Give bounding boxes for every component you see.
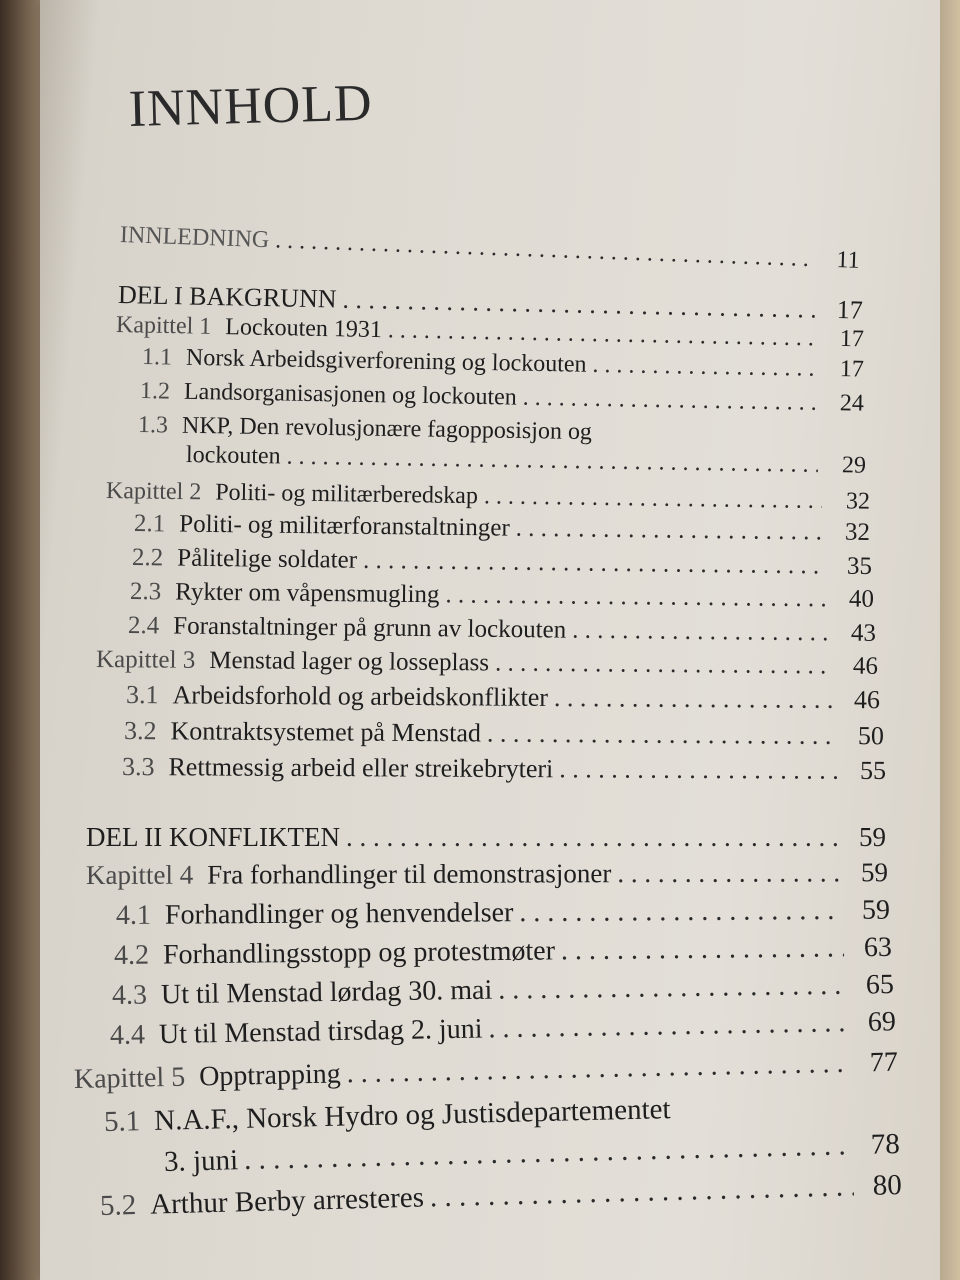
toc-entry-page: 35 <box>846 552 873 581</box>
toc-entry-section-4-1 <box>116 895 890 932</box>
toc-entry-label: Arbeidsforhold og arbeidskonflikter <box>172 680 549 712</box>
toc-entry-label: lockouten <box>185 442 281 470</box>
section-number: 5.1 <box>103 1105 141 1138</box>
toc-entry-label: Pålitelige soldater <box>177 544 358 574</box>
toc-entry-page: 78 <box>870 1128 901 1161</box>
toc-entry-section-3-1 <box>126 680 880 715</box>
toc-entry-page: 17 <box>836 295 864 325</box>
dot-leader <box>554 683 832 715</box>
dot-leader <box>498 970 846 1007</box>
toc-entry-chapter-2 <box>106 478 870 516</box>
toc-entry-page: 59 <box>860 857 889 888</box>
dot-leader <box>523 385 817 417</box>
dot-leader <box>559 754 838 785</box>
toc-entry-label: DEL I BAKGRUNN <box>117 280 337 314</box>
dot-leader <box>429 1170 854 1214</box>
dot-leader <box>488 1007 848 1045</box>
toc-entry-section-2-1 <box>134 510 870 547</box>
table-of-contents <box>40 0 940 1280</box>
book-page <box>40 0 940 1280</box>
toc-entry-label: DEL II KONFLIKTEN <box>86 822 340 852</box>
toc-entry-label: Rykter om våpensmugling <box>175 578 440 609</box>
toc-entry-part-2 <box>86 822 886 853</box>
section-number: 3.2 <box>123 716 157 746</box>
section-number: 4.4 <box>109 1019 146 1051</box>
dot-leader <box>484 483 822 515</box>
toc-entry-page: 46 <box>853 685 881 715</box>
toc-entry-label: Forhandlinger og henvendelser <box>164 897 514 931</box>
toc-entry-label: Rettmessig arbeid eller streikebryteri <box>168 752 554 784</box>
toc-entry-section-3-2 <box>124 716 884 751</box>
toc-entry-section-2-3 <box>130 578 874 614</box>
dot-leader <box>244 1129 852 1177</box>
toc-entry-section-2-4 <box>128 612 876 648</box>
toc-entry-page: 50 <box>857 721 885 751</box>
section-number: 2.3 <box>129 578 162 606</box>
dot-leader <box>561 932 844 967</box>
toc-entry-label: Fra forhandlinger til demonstrasjoner <box>207 858 612 890</box>
toc-entry-label: Norsk Arbeidsgiverforening og lockouten <box>185 344 587 378</box>
toc-entry-page: 32 <box>845 488 871 515</box>
chapter-number: Kapittel 5 <box>73 1061 186 1095</box>
toc-entry-label: Politi- og militærforanstaltninger <box>179 510 510 542</box>
toc-entry-label: Menstad lager og losseplass <box>209 646 490 677</box>
toc-entry-section-1-3-continued <box>186 442 866 480</box>
toc-entry-label: N.A.F., Norsk Hydro og Justisdepartementet <box>153 1093 671 1137</box>
toc-entry-page: 59 <box>859 822 886 852</box>
dot-leader <box>346 822 838 853</box>
toc-entry-page: 29 <box>841 452 867 479</box>
toc-entry-page: 17 <box>839 325 865 353</box>
toc-entry-chapter-3 <box>96 646 878 681</box>
toc-entry-page: 77 <box>869 1046 899 1079</box>
toc-entry-label: Forhandlingsstopp og protestmøter <box>162 935 556 971</box>
section-number: 4.1 <box>115 899 152 931</box>
section-number: 2.1 <box>133 510 166 538</box>
toc-entry-page: 17 <box>839 356 865 383</box>
toc-entry-label: Opptrapping <box>198 1058 341 1093</box>
section-number: 1.1 <box>141 344 173 371</box>
toc-entry-page: 11 <box>836 247 861 274</box>
section-number: 3.1 <box>125 680 159 710</box>
page-title: INNHOLD <box>128 74 374 138</box>
toc-entry-page: 43 <box>850 619 877 647</box>
toc-entry-label: 3. juni <box>163 1144 239 1178</box>
dot-leader <box>495 649 830 680</box>
section-number: 4.3 <box>111 979 148 1011</box>
dot-leader <box>519 895 842 929</box>
page-edge <box>940 0 960 1280</box>
section-number: 2.2 <box>131 544 164 572</box>
toc-entry-section-4-3 <box>112 969 894 1012</box>
toc-entry-label: Lockouten 1931 <box>225 314 383 344</box>
section-number: 1.2 <box>139 378 171 405</box>
toc-entry-page: 63 <box>863 931 893 964</box>
section-number: 4.2 <box>113 939 150 971</box>
toc-entry-section-4-4 <box>110 1006 896 1052</box>
chapter-number: Kapittel 4 <box>85 859 194 890</box>
chapter-number: Kapittel 3 <box>95 646 196 674</box>
chapter-number: Kapittel 1 <box>115 312 212 340</box>
toc-entry-page: 55 <box>859 755 887 786</box>
dot-leader <box>487 719 836 751</box>
toc-entry-label: NKP, Den revolusjonære fagopposisjon og <box>181 412 593 446</box>
toc-entry-section-4-2 <box>114 932 892 972</box>
toc-entry-label: Ut til Menstad tirsdag 2. juni <box>158 1013 483 1051</box>
section-number: 1.3 <box>137 412 169 439</box>
toc-entry-section-3-3 <box>122 752 886 786</box>
toc-entry-section-2-2 <box>132 544 872 581</box>
dot-leader <box>286 444 818 479</box>
toc-entry-page: 69 <box>867 1006 897 1038</box>
dot-leader <box>617 857 840 889</box>
toc-entry-page: 24 <box>839 390 865 417</box>
dot-leader <box>572 617 828 648</box>
section-number: 2.4 <box>127 612 160 640</box>
toc-entry-chapter-4 <box>86 857 888 891</box>
dot-leader <box>445 581 826 613</box>
toc-entry-page: 40 <box>848 585 875 613</box>
toc-entry-introduction <box>120 222 860 275</box>
toc-entry-section-1-2 <box>140 378 864 418</box>
dot-leader <box>275 227 812 273</box>
toc-entry-label: INNLEDNING <box>119 222 270 254</box>
toc-entry-page: 65 <box>865 969 895 1001</box>
toc-entry-chapter-5 <box>74 1047 898 1096</box>
toc-entry-label: Ut til Menstad lørdag 30. mai <box>160 974 493 1011</box>
toc-entry-page: 59 <box>861 894 891 926</box>
toc-entry-page: 80 <box>872 1169 903 1202</box>
dot-leader <box>346 1048 850 1091</box>
section-number: 3.3 <box>121 752 155 782</box>
chapter-number: Kapittel 2 <box>105 478 202 506</box>
dot-leader <box>516 515 823 547</box>
toc-entry-label: Foranstaltninger på grunn av lockouten <box>173 612 567 644</box>
toc-entry-label: Kontraktsystemet på Menstad <box>170 716 482 748</box>
toc-entry-label: Politi- og militærberedskap <box>215 479 479 510</box>
toc-entry-label: Landsorganisasjonen og lockouten <box>183 378 518 411</box>
dot-leader <box>363 547 824 581</box>
dot-leader <box>592 352 816 383</box>
toc-entry-page: 46 <box>852 652 879 680</box>
toc-entry-page: 32 <box>844 518 871 546</box>
section-number: 5.2 <box>99 1189 137 1222</box>
toc-entry-label: Arthur Berby arresteres <box>149 1181 425 1221</box>
